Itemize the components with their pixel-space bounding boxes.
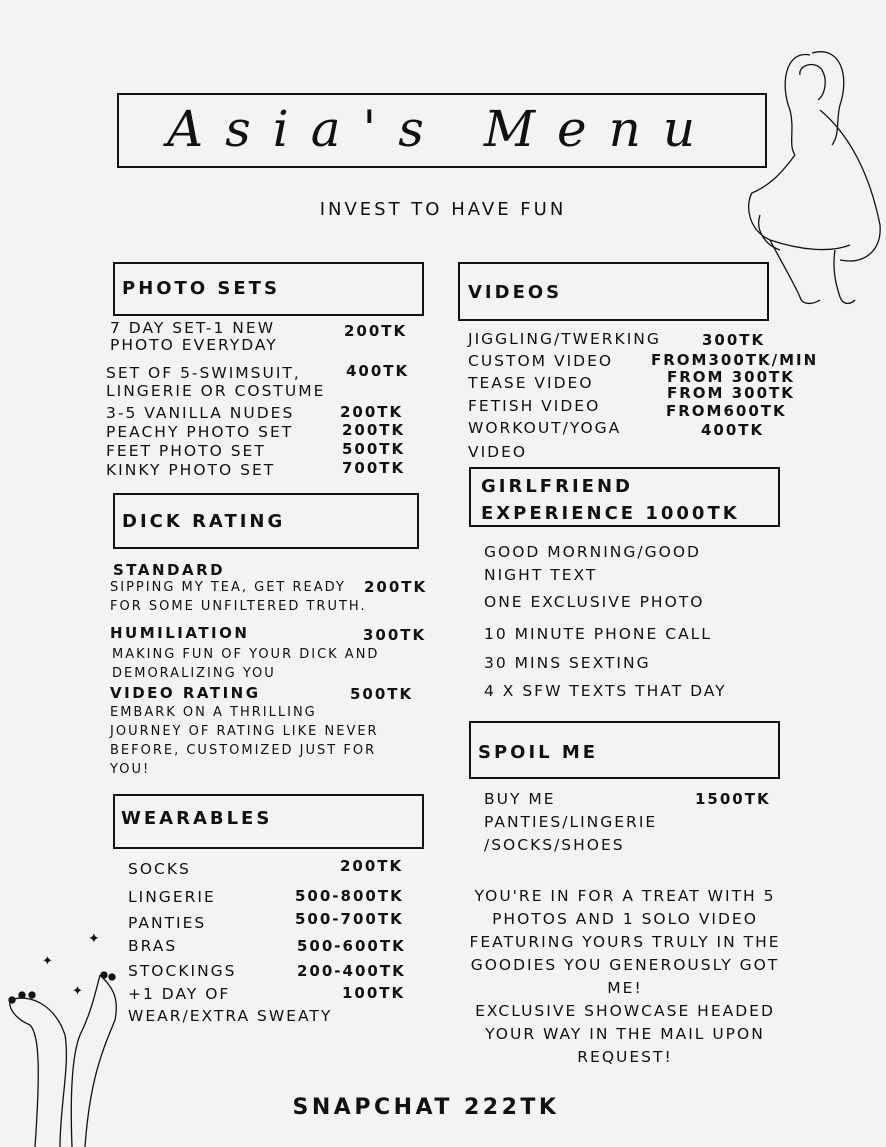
wearables-header: WEARABLES [121,808,273,829]
svg-text:✦: ✦ [42,954,53,969]
standard-title: STANDARD [113,561,226,579]
photo-item-3-price: 200TK [340,403,404,421]
snapchat-price: SNAPCHAT 222TK [292,1095,560,1120]
humiliation-title: HUMILIATION [110,624,250,642]
video-item-4: FETISH VIDEO [468,397,601,415]
photo-item-2-line2: LINGERIE OR COSTUME [106,382,326,400]
wearable-1-price: 200TK [340,857,404,875]
video-item-1-price: 300TK [702,331,766,349]
girlfriend-item-3: 10 MINUTE PHONE CALL [484,625,712,643]
wearable-6-price: 100TK [342,984,406,1002]
spoil-price: 1500TK [695,790,771,808]
video-item-5-line1: WORKOUT/YOGA [468,419,622,437]
treat-line-2: PHOTOS AND 1 SOLO VIDEO [492,910,758,928]
photo-item-5: FEET PHOTO SET [106,442,266,460]
spoil-me-header: SPOIL ME [478,742,599,763]
wearable-3-price: 500-700TK [295,910,404,928]
treat-line-8: REQUEST! [577,1048,673,1066]
girlfriend-item-1-line2: NIGHT TEXT [484,566,598,584]
treat-line-6: EXCLUSIVE SHOWCASE HEADED [475,1002,775,1020]
photo-item-6: KINKY PHOTO SET [106,461,276,479]
video-rating-desc-4: YOU! [110,762,151,777]
photo-item-2-line1: SET OF 5-SWIMSUIT, [106,364,301,382]
photo-sets-header: PHOTO SETS [122,278,280,299]
humiliation-price: 300TK [363,626,427,644]
wearable-4-price: 500-600TK [297,937,406,955]
standard-desc-1: SIPPING MY TEA, GET READY [110,580,346,595]
spoil-line-1: BUY ME [484,790,556,808]
photo-item-2-price: 400TK [346,362,410,380]
treat-line-1: YOU'RE IN FOR A TREAT WITH 5 [474,887,776,905]
humiliation-desc-2: DEMORALIZING YOU [112,666,276,681]
wearable-5-price: 200-400TK [297,962,406,980]
photo-item-4: PEACHY PHOTO SET [106,423,294,441]
photo-item-1-price: 200TK [344,322,408,340]
photo-item-5-price: 500TK [342,440,406,458]
girlfriend-item-1-line1: GOOD MORNING/GOOD [484,543,701,561]
treat-line-3: FEATURING YOURS TRULY IN THE [469,933,781,951]
menu-title: Asia's Menu [166,100,718,158]
video-rating-desc-1: EMBARK ON A THRILLING [110,705,317,720]
wearable-5: STOCKINGS [128,962,237,980]
wearable-6-line2: WEAR/EXTRA SWEATY [128,1007,333,1025]
humiliation-desc-1: MAKING FUN OF YOUR DICK AND [112,647,380,662]
treat-line-7: YOUR WAY IN THE MAIL UPON [485,1025,765,1043]
girlfriend-header-line1: GIRLFRIEND [481,476,633,497]
video-item-5-price: 400TK [701,421,765,439]
treat-line-5: ME! [607,979,643,997]
treat-line-4: GOODIES YOU GENEROUSLY GOT [470,956,780,974]
photo-item-1-line1: 7 DAY SET-1 NEW [110,319,276,337]
girlfriend-header-line2: EXPERIENCE 1000TK [481,503,740,524]
video-rating-price: 500TK [350,685,414,703]
wearable-3: PANTIES [128,914,207,932]
photo-item-1-line2: PHOTO EVERYDAY [110,336,278,354]
spoil-line-3: /SOCKS/SHOES [484,836,625,854]
standard-price: 200TK [364,578,428,596]
video-item-4-price: FROM600TK [666,402,787,420]
standard-desc-2: FOR SOME UNFILTERED TRUTH. [110,599,367,614]
tagline: INVEST TO HAVE FUN [319,199,567,220]
svg-text:✦: ✦ [88,931,100,947]
video-item-3: TEASE VIDEO [468,374,594,392]
wearable-1: SOCKS [128,860,191,878]
girlfriend-item-2: ONE EXCLUSIVE PHOTO [484,593,705,611]
svg-text:✦: ✦ [72,984,83,999]
girlfriend-item-4: 30 MINS SEXTING [484,654,651,672]
video-rating-desc-3: BEFORE, CUSTOMIZED JUST FOR [110,743,377,758]
photo-item-4-price: 200TK [342,421,406,439]
video-rating-desc-2: JOURNEY OF RATING LIKE NEVER [110,724,379,739]
video-rating-title: VIDEO RATING [110,684,261,702]
video-item-2: CUSTOM VIDEO [468,352,614,370]
video-item-3-price-alt: FROM 300TK [667,384,795,402]
photo-item-6-price: 700TK [342,459,406,477]
wearable-4: BRAS [128,937,178,955]
dick-rating-header: DICK RATING [122,511,286,532]
wearable-6-line1: +1 DAY OF [128,985,231,1003]
spoil-line-2: PANTIES/LINGERIE [484,813,658,831]
girlfriend-item-5: 4 X SFW TEXTS THAT DAY [484,682,727,700]
video-item-3-price: FROM 300TK [667,368,795,386]
video-item-1: JIGGLING/TWERKING [468,330,661,348]
video-item-5-line2: VIDEO [468,443,528,461]
videos-header: VIDEOS [468,282,563,303]
wearable-2: LINGERIE [128,888,216,906]
wearable-2-price: 500-800TK [295,887,404,905]
video-item-2-price: FROM300TK/MIN [651,351,819,369]
photo-item-3: 3-5 VANILLA NUDES [106,404,295,422]
